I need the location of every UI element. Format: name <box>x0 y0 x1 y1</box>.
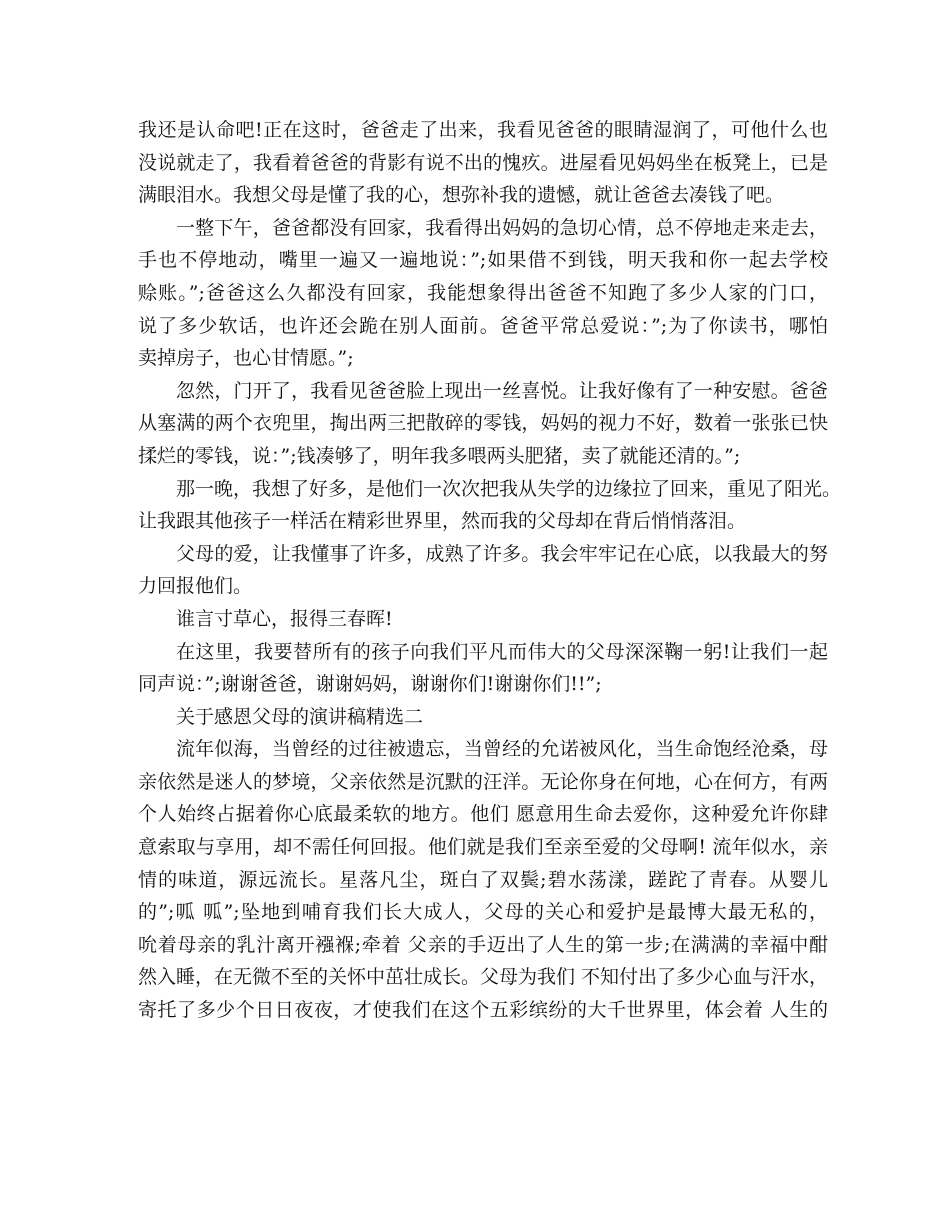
text-line: 力回报他们。 <box>138 575 253 598</box>
text-line: 我还是认命吧!正在这时，爸爸走了出来，我看见爸爸的眼睛湿润了，可他什么也 <box>138 119 828 141</box>
text-line: 让我跟其他孩子一样活在精彩世界里，然而我的父母却在背后悄悄落泪。 <box>138 510 747 533</box>
text-line: 从塞满的两个衣兜里，掏出两三把散碎的零钱，妈妈的视力不好，数着一张张已快 <box>138 412 828 435</box>
text-line: 寄托了多少个日日夜夜，才使我们在这个五彩缤纷的大千世界里，体会着 人生的 <box>138 999 828 1022</box>
text-line: 同声说：”;谢谢爸爸，谢谢妈妈，谢谢你们!谢谢你们!!”; <box>138 673 602 696</box>
text-line: 亲依然是迷人的梦境，父亲依然是沉默的汪洋。无论你身在何地，心在何方，有两 <box>138 770 828 793</box>
text-line: 谁言寸草心，报得三春晖! <box>176 607 393 630</box>
text-line: 满眼泪水。我想父母是懂了我的心，想弥补我的遗憾，就让爸爸去凑钱了吧。 <box>138 184 785 207</box>
text-line: 流年似海，当曾经的过往被遗忘，当曾经的允诺被风化，当生命饱经沧桑，母 <box>176 738 828 761</box>
text-line: 一整下午，爸爸都没有回家，我看得出妈妈的急切心情，总不停地走来走去， <box>176 216 828 239</box>
text-line: 说了多少软话，也许还会跪在别人面前。爸爸平常总爱说：”;为了你读书，哪怕 <box>138 314 828 337</box>
text-line: 父母的爱，让我懂事了许多，成熟了许多。我会牢牢记在心底，以我最大的努 <box>176 542 828 565</box>
text-line: 吮着母亲的乳汁离开襁褓;牵着 父亲的手迈出了人生的第一步;在满满的幸福中酣 <box>138 933 828 956</box>
text-line: 那一晚，我想了好多，是他们一次次把我从失学的边缘拉了回来，重见了阳光。 <box>176 477 842 500</box>
text-line: 意索取与享用，却不需任何回报。他们就是我们至亲至爱的父母啊! 流年似水，亲 <box>138 836 828 859</box>
text-line: 个人始终占据着你心底最柔软的地方。他们 愿意用生命去爱你，这种爱允许你肆 <box>138 803 828 826</box>
text-line: 在这里，我要替所有的孩子向我们平凡而伟大的父母深深鞠一躬!让我们一起 <box>176 640 828 663</box>
text-line: 手也不停地动，嘴里一遍又一遍地说：”;如果借不到钱，明天我和你一起去学校 <box>138 249 828 272</box>
text-line: 揉烂的零钱，说：”;钱凑够了，明年我多喂两头肥猪，卖了就能还清的。”; <box>138 444 741 467</box>
text-line: 没说就走了，我看着爸爸的背影有说不出的愧疚。进屋看见妈妈坐在板凳上，已是 <box>138 151 828 174</box>
text-line: 卖掉房子，也心甘情愿。”; <box>138 347 354 370</box>
document-body <box>138 114 842 1027</box>
text-line: 然入睡，在无微不至的关怀中茁壮成长。父母为我们 不知付出了多少心血与汗水， <box>138 966 829 989</box>
text-line: 情的味道，源远流长。星落凡尘，斑白了双鬓;碧水荡漾，蹉跎了青春。从婴儿 <box>138 868 828 891</box>
text-line: 关于感恩父母的演讲稿精选二 <box>176 705 424 728</box>
text-line: 赊账。”;爸爸这么久都没有回家，我能想象得出爸爸不知跑了多少人家的门口， <box>138 281 828 304</box>
text-line: 忽然，门开了，我看见爸爸脸上现出一丝喜悦。让我好像有了一种安慰。爸爸 <box>176 379 828 402</box>
text-line: 的”;呱 呱”;坠地到哺育我们长大成人，父母的关心和爱护是最博大最无私的， <box>138 901 828 924</box>
